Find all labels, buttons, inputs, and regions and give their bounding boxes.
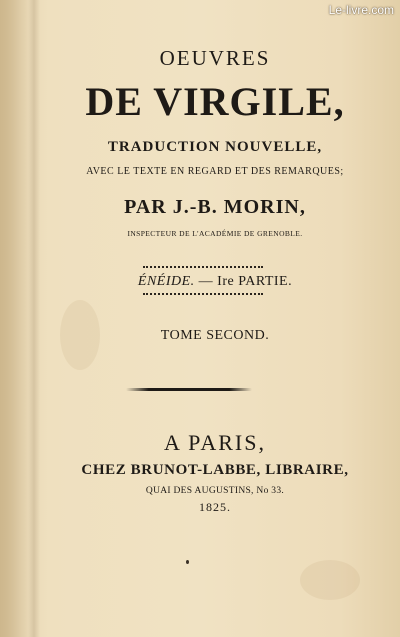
title-oeuvres: OEUVRES <box>159 46 271 70</box>
author-title: INSPECTEUR DE L'ACADÉMIE DE GRENOBLE. <box>127 229 303 238</box>
divider-rule <box>126 388 252 391</box>
dotted-rule-bottom <box>143 293 263 295</box>
paper-stain <box>300 560 360 600</box>
eneide-label: ÉNÉIDE. <box>137 274 195 289</box>
ink-speck <box>186 560 189 564</box>
volume-part-line <box>30 274 400 290</box>
imprint-year: 1825. <box>199 500 231 514</box>
partie-label: — Ire PARTIE. <box>194 274 293 289</box>
subtitle-avec-texte: AVEC LE TEXTE EN REGARD ET DES REMARQUES; <box>86 166 344 177</box>
imprint-publisher: CHEZ BRUNOT-LABBE, LIBRAIRE, <box>81 462 349 478</box>
subtitle-traduction: TRADUCTION NOUVELLE, <box>107 139 323 155</box>
author-line: PAR J.-B. MORIN, <box>124 196 306 218</box>
dotted-rule-top <box>143 266 263 268</box>
page-edge-shadow <box>0 0 30 637</box>
imprint-address: QUAI DES AUGUSTINS, No 33. <box>145 486 285 496</box>
imprint-city: A PARIS, <box>163 430 266 455</box>
watermark-text: Le-livre.com <box>328 3 394 17</box>
title-de-virgile: DE VIRGILE, <box>85 79 345 124</box>
tome-label: TOME SECOND. <box>160 328 270 343</box>
